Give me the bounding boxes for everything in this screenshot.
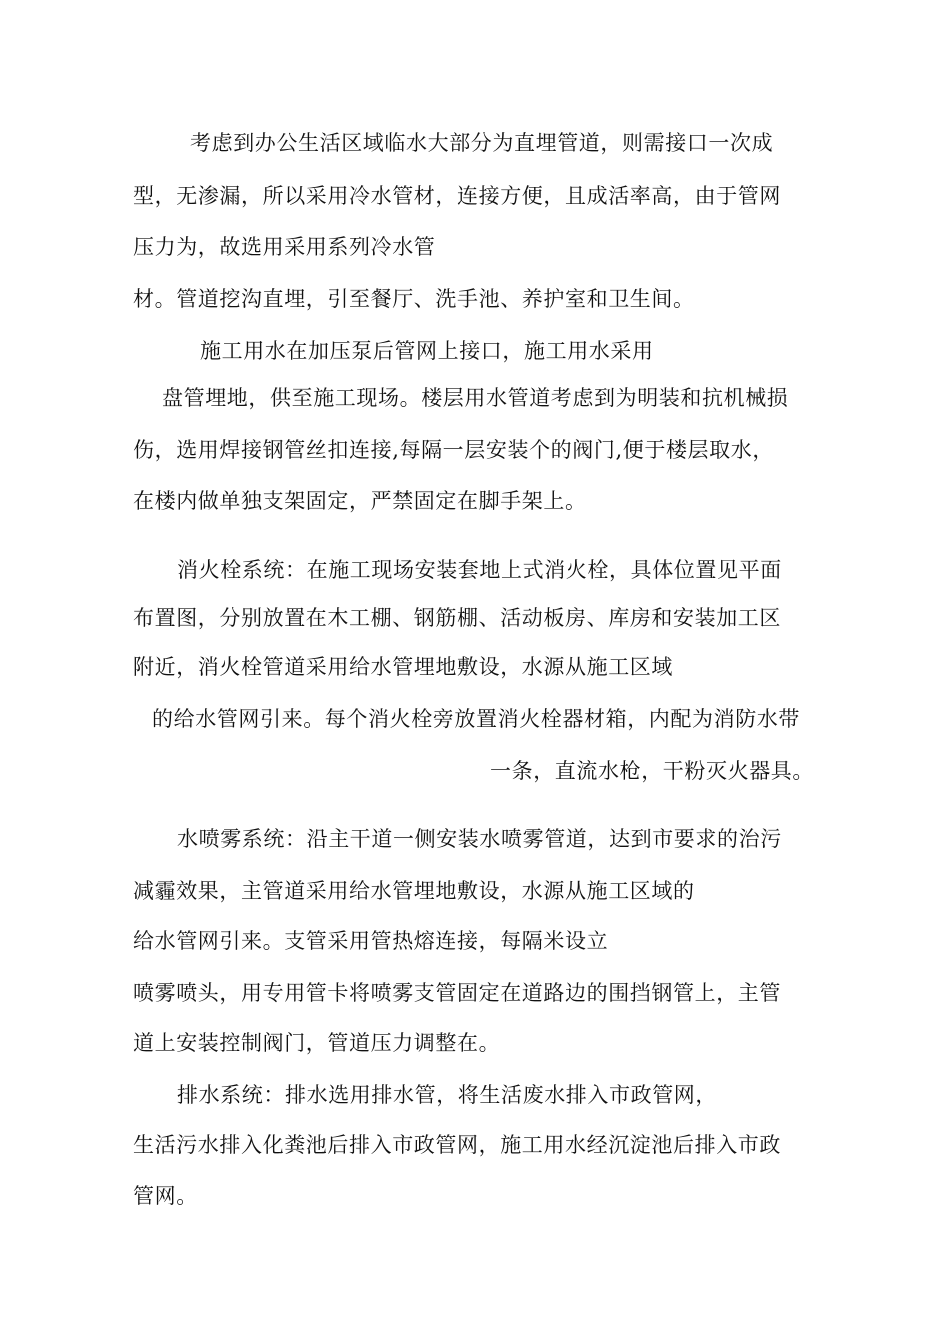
line-6: 盘管埋地，供至施工现场。楼层用水管道考虑到为明装和抗机械损 — [162, 386, 789, 410]
line-2: 型，无渗漏，所以采用冷水管材，连接方便，且成活率高，由于管网 — [133, 184, 781, 208]
line-17: 喷雾喷头，用专用管卡将喷雾支管固定在道路边的围挡钢管上，主管 — [133, 981, 781, 1005]
line-15: 减霾效果，主管道采用给水管埋地敷设，水源从施工区域的 — [133, 879, 695, 903]
line-9: 消火栓系统：在施工现场安装套地上式消火栓，具体位置见平面 — [177, 558, 782, 582]
line-4: 材。管道挖沟直埋，引至餐厅、洗手池、养护室和卫生间。 — [133, 287, 695, 311]
line-13: 一条，直流水枪，干粉灭火器具。 — [490, 759, 814, 783]
line-10: 布置图，分别放置在木工棚、钢筋棚、活动板房、库房和安装加工区 — [133, 606, 781, 630]
line-14: 水喷雾系统：沿主干道一侧安装水喷雾管道，达到市要求的治污 — [177, 827, 782, 851]
line-12: 的给水管网引来。每个消火栓旁放置消火栓器材箱，内配为消防水带 — [152, 707, 800, 731]
line-7: 伤，选用焊接钢管丝扣连接,每隔一层安装个的阀门,便于楼层取水， — [133, 438, 774, 462]
line-19: 排水系统：排水选用排水管，将生活废水排入市政管网， — [177, 1083, 717, 1107]
line-8: 在楼内做单独支架固定，严禁固定在脚手架上。 — [133, 489, 587, 513]
line-3: 压力为，故选用采用系列冷水管 — [133, 235, 436, 259]
line-20: 生活污水排入化粪池后排入市政管网，施工用水经沉淀池后排入市政 — [133, 1133, 781, 1157]
line-11: 附近，消火栓管道采用给水管埋地敷设，水源从施工区域 — [133, 655, 673, 679]
line-5: 施工用水在加压泵后管网上接口，施工用水采用 — [200, 339, 654, 363]
line-16: 给水管网引来。支管采用管热熔连接，每隔米设立 — [133, 929, 609, 953]
line-18: 道上安装控制阀门，管道压力调整在。 — [133, 1031, 501, 1055]
line-21: 管网。 — [133, 1184, 198, 1208]
line-1: 考虑到办公生活区域临水大部分为直埋管道，则需接口一次成 — [190, 131, 774, 155]
